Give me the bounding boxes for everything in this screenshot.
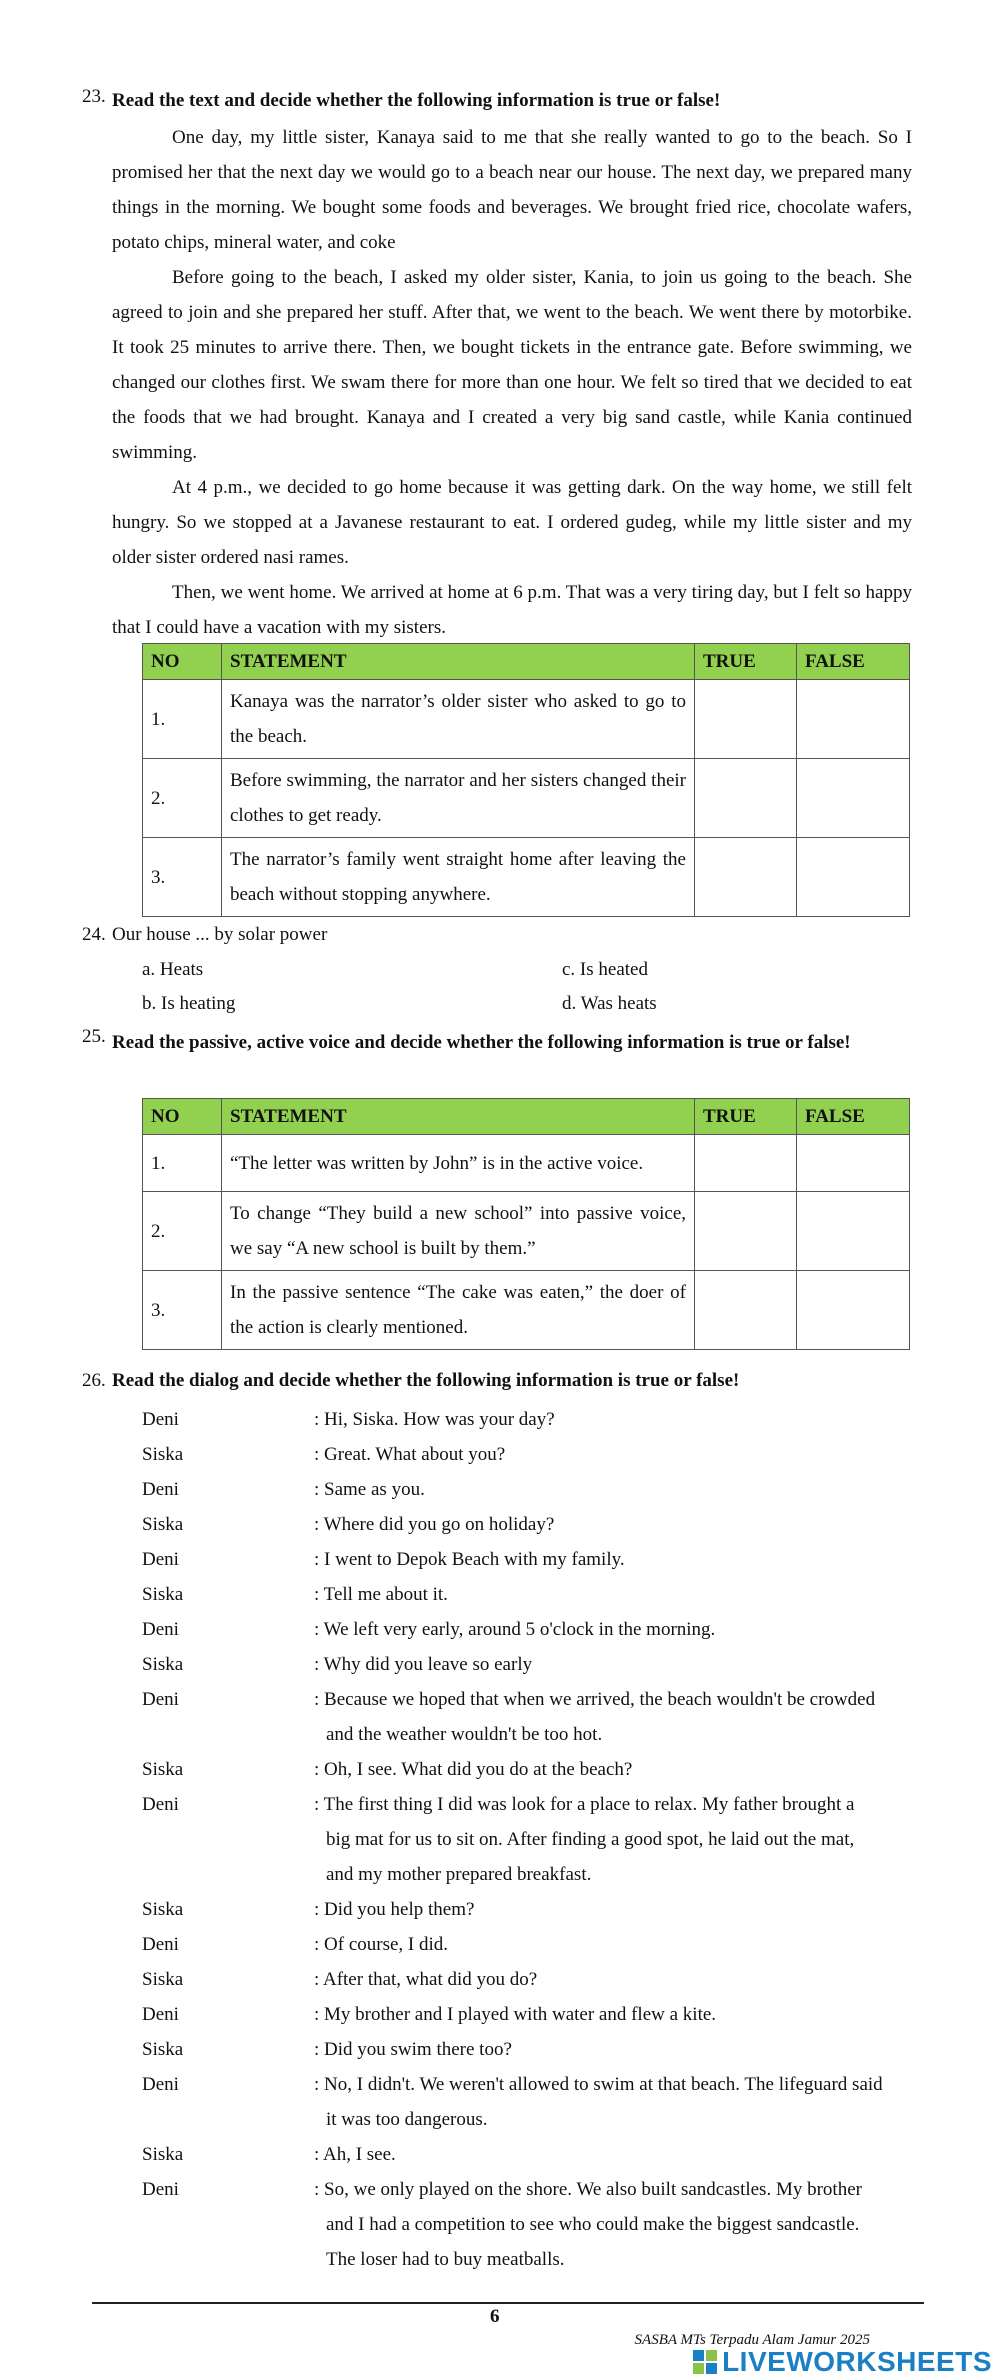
dialog-line [142, 2032, 912, 2067]
true-cell[interactable] [695, 1271, 797, 1350]
dialog-line [142, 2172, 912, 2277]
question-26 [82, 1370, 912, 1392]
dialog-text-line: : Tell me about it. [314, 1584, 448, 1605]
dialog-speaker: Deni [142, 1934, 179, 1955]
paragraph: Then, we went home. We arrived at home at 6 p.m. That was a very tiring day, but I felt so happy that I could have a vacation with my sisters. [112, 582, 912, 638]
dialog-line [142, 1402, 912, 1437]
question-text: Our house ... by solar power [112, 924, 328, 945]
dialog-text-line: : Did you help them? [314, 1899, 475, 1920]
dialog-line [142, 1542, 912, 1577]
header-true: TRUE [695, 644, 797, 680]
question-number: 25. [82, 1026, 106, 1047]
dialog-text-line: : We left very early, around 5 o'clock in the morning. [314, 1619, 716, 1640]
dialog-text [314, 1892, 912, 1927]
dialog-text [314, 1507, 912, 1542]
dialog-text [314, 2172, 912, 2277]
dialog-speaker: Siska [142, 1654, 184, 1675]
dialog-text [314, 1612, 912, 1647]
dialog-text-line: : No, I didn't. We weren't allowed to swim at that beach. The lifeguard said [314, 2074, 883, 2095]
question-23 [82, 86, 912, 116]
dialog-line [142, 1997, 912, 2032]
dialog-text [314, 1962, 912, 1997]
option-a[interactable]: a. Heats [142, 959, 204, 980]
dialog-text [314, 2137, 912, 2172]
dialog-text-line: it was too dangerous. [326, 2109, 488, 2130]
false-cell[interactable] [797, 1135, 910, 1192]
brand-name: LIVEWORKSHEETS [722, 2346, 992, 2377]
row-number: 3. [143, 1271, 222, 1350]
dialog-speaker: Siska [142, 1969, 184, 1990]
statement-text: In the passive sentence “The cake was eaten,” the doer of the action is clearly mentioned. [222, 1271, 695, 1350]
dialog-text-line: : Same as you. [314, 1479, 425, 1500]
dialog-speaker: Deni [142, 2004, 179, 2025]
table-row [143, 1192, 910, 1271]
page-number: 6 [490, 2306, 500, 2327]
dialog-text [314, 1402, 912, 1437]
dialog-text-line: : My brother and I played with water and flew a kite. [314, 2004, 717, 2025]
dialog-speaker: Deni [142, 1689, 179, 1710]
dialog-text-line: : Where did you go on holiday? [314, 1514, 555, 1535]
dialog-line [142, 1892, 912, 1927]
table-row [143, 680, 910, 759]
dialog-speaker: Siska [142, 1899, 184, 1920]
false-cell[interactable] [797, 1271, 910, 1350]
header-true: TRUE [695, 1099, 797, 1135]
dialog-speaker: Siska [142, 1759, 184, 1780]
dialog-speaker: Siska [142, 1444, 184, 1465]
dialog-speaker: Siska [142, 2039, 184, 2060]
dialog-line [142, 2137, 912, 2172]
header-no: NO [143, 1099, 222, 1135]
dialog-text [314, 1752, 912, 1787]
option-d[interactable]: d. Was heats [562, 993, 657, 1014]
footer-divider [92, 2302, 924, 2304]
false-cell[interactable] [797, 759, 910, 838]
paragraph: One day, my little sister, Kanaya said to me that she really wanted to go to the beach. So I promised her that the next day we would go to a beach near our house. The next day, we prepared many things in the morning. We bought some foods and beverages. We brought fried rice, chocolate wafers, potato chips, mineral water, and coke [112, 127, 912, 253]
dialog-text [314, 2067, 912, 2137]
row-number: 1. [143, 1135, 222, 1192]
dialog-line [142, 1437, 912, 1472]
dialog-line [142, 1787, 912, 1892]
dialog-text-line: : Great. What about you? [314, 1444, 506, 1465]
dialog-line [142, 1962, 912, 1997]
dialog-text [314, 1682, 912, 1752]
dialog-text-line: : Why did you leave so early [314, 1654, 533, 1675]
dialog-speaker: Deni [142, 1479, 179, 1500]
true-cell[interactable] [695, 680, 797, 759]
false-cell[interactable] [797, 680, 910, 759]
table-row [143, 838, 910, 917]
dialog-speaker: Deni [142, 1619, 179, 1640]
question-24 [82, 924, 912, 946]
statement-text: “The letter was written by John” is in the active voice. [222, 1135, 695, 1192]
dialog-speaker: Siska [142, 2144, 184, 2165]
option-b[interactable]: b. Is heating [142, 993, 236, 1014]
true-cell[interactable] [695, 1192, 797, 1271]
header-statement: STATEMENT [222, 644, 695, 680]
dialog-line [142, 1752, 912, 1787]
dialog-text-line: : After that, what did you do? [314, 1969, 538, 1990]
dialog-speaker: Deni [142, 2074, 179, 2095]
question-number: 23. [82, 86, 106, 107]
true-cell[interactable] [695, 759, 797, 838]
dialog-speaker: Siska [142, 1514, 184, 1535]
dialog-text [314, 1542, 912, 1577]
true-cell[interactable] [695, 1135, 797, 1192]
dialog-text-line: and the weather wouldn't be too hot. [326, 1724, 603, 1745]
dialog-text-line: : Ah, I see. [314, 2144, 396, 2165]
dialog-text-line: : Of course, I did. [314, 1934, 449, 1955]
dialog-text [314, 1577, 912, 1612]
dialog-text-line: : So, we only played on the shore. We also built sandcastles. My brother [314, 2179, 862, 2200]
question-25 [82, 1026, 912, 1060]
statement-text: Kanaya was the narrator’s older sister who asked to go to the beach. [222, 680, 695, 759]
dialog-text [314, 1997, 912, 2032]
dialog-line [142, 1612, 912, 1647]
dialog-line [142, 1647, 912, 1682]
reading-text [112, 120, 912, 645]
dialog-text-line: and I had a competition to see who could make the biggest sandcastle. [326, 2214, 860, 2235]
table-row [143, 759, 910, 838]
dialog-text-line: and my mother prepared breakfast. [326, 1864, 592, 1885]
row-number: 1. [143, 680, 222, 759]
question-instruction: Read the text and decide whether the following information is true or false! [112, 90, 721, 111]
true-false-table-23 [142, 643, 910, 917]
dialog-line [142, 2067, 912, 2137]
true-false-table-25 [142, 1098, 910, 1350]
dialog-text-line: The loser had to buy meatballs. [326, 2249, 565, 2270]
dialog-text [314, 1787, 912, 1892]
dialog-speaker: Deni [142, 1794, 179, 1815]
dialog-text [314, 1927, 912, 1962]
paragraph: At 4 p.m., we decided to go home because it was getting dark. On the way home, we still felt hungry. So we stopped at a Javanese restaurant to eat. I ordered gudeg, while my little sister and my older sister ordered nasi rames. [112, 477, 912, 568]
statement-text: Before swimming, the narrator and her sisters changed their clothes to get ready. [222, 759, 695, 838]
footer-school: SASBA MTs Terpadu Alam Jamur 2025 [634, 2332, 870, 2348]
row-number: 2. [143, 1192, 222, 1271]
dialog-text-line: : Because we hoped that when we arrived, the beach wouldn't be crowded [314, 1689, 876, 1710]
option-c[interactable]: c. Is heated [562, 959, 648, 980]
dialog-line [142, 1927, 912, 1962]
question-number: 24. [82, 924, 106, 945]
question-number: 26. [82, 1370, 106, 1391]
false-cell[interactable] [797, 1192, 910, 1271]
true-cell[interactable] [695, 838, 797, 917]
question-instruction: Read the dialog and decide whether the following information is true or false! [112, 1370, 740, 1391]
false-cell[interactable] [797, 838, 910, 917]
dialog-speaker: Deni [142, 2179, 179, 2200]
header-no: NO [143, 644, 222, 680]
header-statement: STATEMENT [222, 1099, 695, 1135]
statement-text: The narrator’s family went straight home after leaving the beach without stopping anywhere. [222, 838, 695, 917]
dialog-speaker: Deni [142, 1409, 179, 1430]
question-instruction: Read the passive, active voice and decide whether the following information is true or false! [112, 1032, 851, 1053]
dialog-speaker: Siska [142, 1584, 184, 1605]
dialog-text-line: : I went to Depok Beach with my family. [314, 1549, 625, 1570]
dialog-text-line: : The first thing I did was look for a place to relax. My father brought a [314, 1794, 855, 1815]
dialog-text-line: : Did you swim there too? [314, 2039, 512, 2060]
dialog-line [142, 1682, 912, 1752]
dialog-text [314, 2032, 912, 2067]
dialog-text [314, 1472, 912, 1507]
header-false: FALSE [797, 1099, 910, 1135]
dialog-line [142, 1507, 912, 1542]
dialog-text-line: big mat for us to sit on. After finding a good spot, he laid out the mat, [326, 1829, 855, 1850]
header-false: FALSE [797, 644, 910, 680]
table-row [143, 1135, 910, 1192]
row-number: 3. [143, 838, 222, 917]
liveworksheets-icon [693, 2350, 717, 2374]
row-number: 2. [143, 759, 222, 838]
dialog-text [314, 1647, 912, 1682]
table-row [143, 1271, 910, 1350]
liveworksheets-logo [693, 2346, 992, 2378]
dialog-text-line: : Hi, Siska. How was your day? [314, 1409, 555, 1430]
dialog-speaker: Deni [142, 1549, 179, 1570]
dialog-text-line: : Oh, I see. What did you do at the beach? [314, 1759, 633, 1780]
statement-text: To change “They build a new school” into passive voice, we say “A new school is built by them.” [222, 1192, 695, 1271]
paragraph: Before going to the beach, I asked my older sister, Kania, to join us going to the beach. She agreed to join and she prepared her stuff. After that, we went to the beach. We went there by motorbike. It took 25 minutes to arrive there. Then, we bought tickets in the entrance gate. Before swimming, we changed our clothes first. We swam there for more than one hour. We felt so tired that we decided to eat the foods that we had brought. Kanaya and I created a very big sand castle, while Kania continued swimming. [112, 267, 912, 463]
dialog-line [142, 1577, 912, 1612]
dialog-text [314, 1437, 912, 1472]
dialog-line [142, 1472, 912, 1507]
